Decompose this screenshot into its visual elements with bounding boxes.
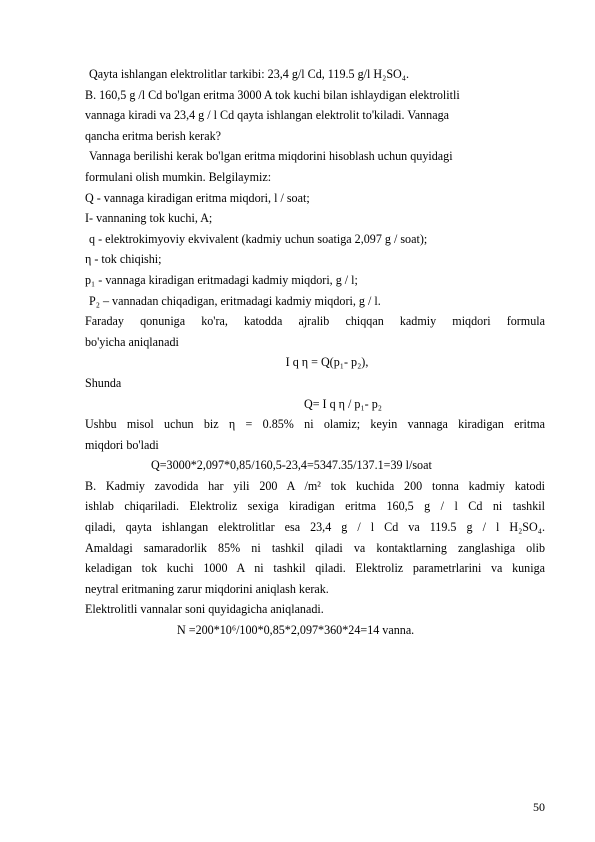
text-line: B. Kadmiy zavodida har yili 200 A /m² tok kuchida 200 tonna kadmiy katodi	[85, 478, 545, 493]
text-line: η - tok chiqishi;	[85, 252, 162, 267]
text-line: qiladi, qayta ishlangan elektrolitlar esa 23,4 g / l Cd va 119.5 g / l H₂SO₄.	[85, 520, 545, 535]
text-line: Vannaga berilishi kerak bo'lgan eritma miqdorini hisoblash uchun quyidagi	[89, 149, 453, 164]
text-line: Faraday qonuniga ko'ra, katodda ajralib chiqqan kadmiy miqdori formula	[85, 314, 545, 329]
formula-line: N =200*10⁶/100*0,85*2,097*360*24=14 vanna.	[177, 623, 415, 638]
page-number: 50	[533, 800, 545, 814]
text-line: neytral eritmaning zarur miqdorini aniqlash kerak.	[85, 581, 329, 596]
text-line: ishlab chiqariladi. Elektroliz sexiga kiradigan eritma 160,5 g / l Cd ni tashkil	[85, 499, 545, 514]
text-line: Elektrolitli vannalar soni quyidagicha aniqlanadi.	[85, 602, 324, 617]
formula-line: I q η = Q(p₁- p₂),	[285, 355, 369, 370]
formula-line: Q= I q η / p₁- p₂	[303, 396, 382, 411]
text-line: Shunda	[85, 375, 122, 390]
text-line: p₁ - vannaga kiradigan eritmadagi kadmiy miqdori, g / l;	[85, 272, 358, 287]
text-line: Amaldagi samaradorlik 85% ni tashkil qiladi va kontaktlarning zanglashiga olib	[85, 540, 545, 555]
text-line: formulani olish mumkin. Belgilaymiz:	[85, 169, 272, 184]
text-line: qancha eritma berish kerak?	[85, 128, 221, 143]
text-line: I- vannaning tok kuchi, A;	[85, 211, 213, 226]
text-line: Q - vannaga kiradigan eritma miqdori, l / soat;	[85, 190, 310, 205]
text-line: B. 160,5 g /l Cd bo'lgan eritma 3000 A tok kuchi bilan ishlaydigan elektrolitli	[85, 87, 460, 102]
text-line: Qayta ishlangan elektrolitlar tarkibi: 23,4 g/l Cd, 119.5 g/l H₂SO₄.	[89, 67, 410, 81]
formula-line: Q=3000*2,097*0,85/160,5-23,4=5347.35/137.1=39 l/soat	[151, 458, 432, 473]
text-line: keladigan tok kuchi 1000 A ni tashkil qiladi. Elektroliz parametrlarini va kuniga	[85, 561, 545, 576]
text-line: miqdori bo'ladi	[85, 437, 159, 452]
text-line: Ushbu misol uchun biz η = 0.85% ni olamiz; keyin vannaga kiradigan eritma	[85, 417, 545, 432]
text-line: q - elektrokimyoviy ekvivalent (kadmiy uchun soatiga 2,097 g / soat);	[89, 231, 428, 246]
text-line: bo'yicha aniqlanadi	[85, 334, 179, 349]
text-line: P₂ – vannadan chiqadigan, eritmadagi kadmiy miqdori, g / l.	[89, 293, 381, 308]
page-content	[85, 64, 545, 641]
text-line: vannaga kiradi va 23,4 g / l Cd qayta ishlangan elektrolit to'kiladi. Vannaga	[85, 108, 450, 123]
